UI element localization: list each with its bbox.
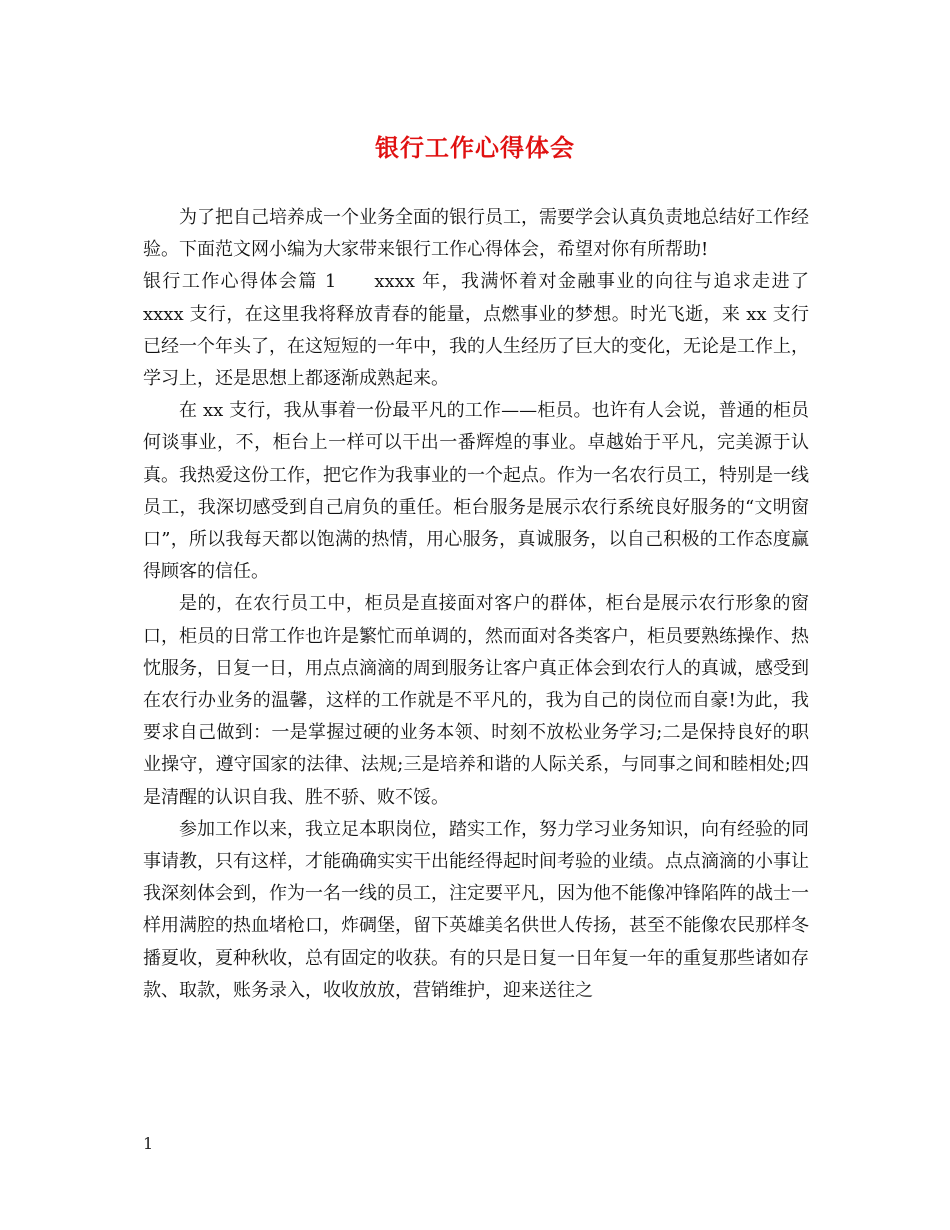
body-paragraph-1: 在 xx 支行，我从事着一份最平凡的工作——柜员。也许有人会说，普通的柜员何谈事业，不，柜台上一样可以干出一番辉煌的事业。卓越始于平凡，完美源于认真。我热爱这份工作，把它作为我事业的一个起点。作为一名农行员工，特别是一线员工，我深切感受到自己肩负的重任。柜台服务是展示农行系统良好服务的“文明窗口”，所以我每天都以饱满的热情，用心服务，真诚服务，以自己积极的工作态度赢得顾客的信任。	[143, 400, 809, 583]
document-title: 银行工作心得体会	[375, 133, 575, 162]
document-body	[143, 202, 809, 1007]
body-paragraph-3: 参加工作以来，我立足本职岗位，踏实工作，努力学习业务知识，向有经验的同事请教，只有这样，才能确确实实干出能经得起时间考验的业绩。点点滴滴的小事让我深刻体会到，作为一名一线的员工，注定要平凡，因为他不能像冲锋陷阵的战士一样用满腔的热血堵枪口，炸碉堡，留下英雄美名供世人传扬，甚至不能像农民那样冬播夏收，夏种秋收，总有固定的收获。有的只是日复一日年复一年的重复那些诸如存款、取款，账务录入，收收放放，营销维护，迎来送往之	[143, 818, 809, 1001]
section-first-text: xxxx 年，我满怀着对金融事业的向往与追求走进了 xxxx 支行，在这里我将释放青春的能量，点燃事业的梦想。时光飞逝，来 xx 支行已经一个年头了，在这短短的一年中，我的人生经历了巨大的变化，无论是工作上，学习上，还是思想上都逐渐成熟起来。	[143, 271, 809, 390]
page-number: 1	[143, 1134, 154, 1153]
body-paragraph-2: 是的，在农行员工中，柜员是直接面对客户的群体，柜台是展示农行形象的窗口，柜员的日常工作也许是繁忙而单调的，然而面对各类客户，柜员要熟练操作、热忱服务，日复一日，用点点滴滴的周到服务让客户真正体会到农行人的真诚，感受到在农行办业务的温馨，这样的工作就是不平凡的，我为自己的岗位而自豪!为此，我要求自己做到：一是掌握过硬的业务本领、时刻不放松业务学习;二是保持良好的职业操守，遵守国家的法律、法规;三是培养和谐的人际关系，与同事之间和睦相处;四是清醒的认识自我、胜不骄、败不馁。	[143, 593, 809, 808]
section-paragraph	[143, 266, 809, 395]
intro-paragraph: 为了把自己培养成一个业务全面的银行员工，需要学会认真负责地总结好工作经验。下面范文网小编为大家带来银行工作心得体会，希望对你有所帮助!	[143, 207, 809, 261]
section-heading: 银行工作心得体会篇 1	[143, 271, 337, 293]
